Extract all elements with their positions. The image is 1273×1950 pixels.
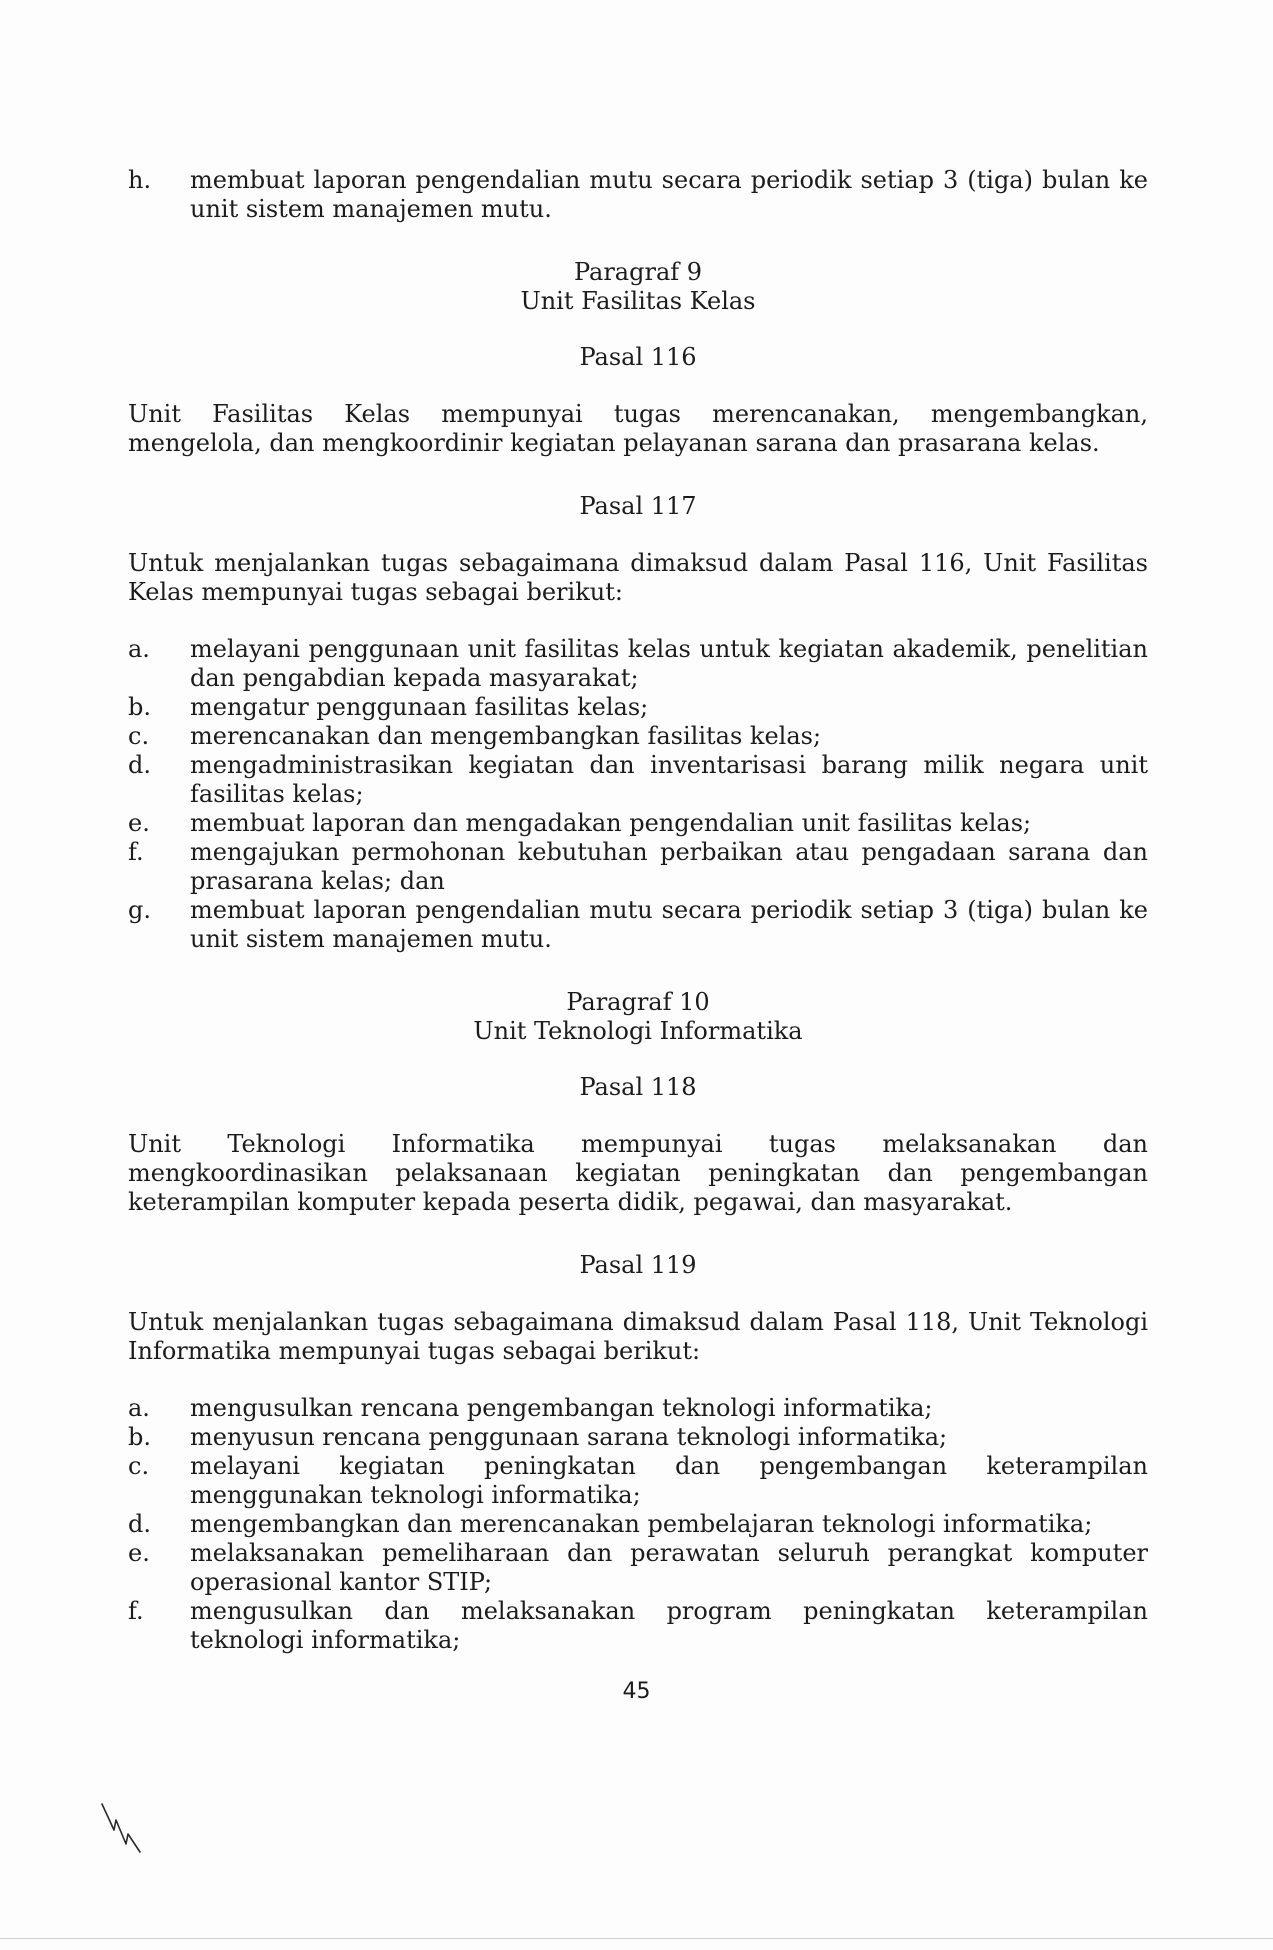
pasal-heading: Pasal 118 [579,1073,697,1101]
list-marker: c. [128,1452,150,1480]
list-item [128,1423,1148,1452]
list-marker: e. [128,1539,150,1567]
list-item-text: mengajukan permohonan kebutuhan perbaikan atau pengadaan sarana dan prasarana kelas; dan [190,838,1148,895]
paragraf-heading: Paragraf 9 [573,258,703,286]
list-item-text: mengadministrasikan kegiatan dan inventarisasi barang milik negara unit fasilitas kelas; [190,751,1148,808]
list-item-text: merencanakan dan mengembangkan fasilitas kelas; [190,722,822,750]
pasal-heading: Pasal 116 [579,343,697,371]
list-item-text: melayani penggunaan unit fasilitas kelas untuk kegiatan akademik, penelitian dan pengabdian kepada masyarakat; [190,635,1148,692]
list-item [128,1510,1148,1539]
pasal-heading: Pasal 119 [579,1251,697,1279]
section-title: Unit Teknologi Informatika [473,1017,803,1045]
list-marker: f. [128,838,144,866]
list-item-text: mengembangkan dan merencanakan pembelajaran teknologi informatika; [190,1510,1093,1538]
list-item-text: membuat laporan pengendalian mutu secara periodik setiap 3 (tiga) bulan ke unit sistem manajemen mutu. [190,166,1148,223]
list-marker: a. [128,635,150,663]
pasal-119-list [128,1394,1148,1655]
list-item [128,1452,1148,1510]
list-item [128,809,1148,838]
list-item-text: mengusulkan rencana pengembangan teknologi informatika; [190,1394,933,1422]
list-item [128,896,1148,954]
list-item [128,1539,1148,1597]
list-marker: g. [128,896,151,924]
scan-edge-line [0,1938,1273,1939]
pasal-text: Unit Teknologi Informatika mempunyai tugas melaksanakan dan mengkoordinasikan pelaksanaan kegiatan peningkatan dan pengembangan keterampilan komputer kepada peserta didik, pegawai, dan masyarakat. [128,1130,1148,1216]
pasal-intro: Untuk menjalankan tugas sebagaimana dimaksud dalam Pasal 118, Unit Teknologi Informatika mempunyai tugas sebagai berikut: [128,1308,1148,1365]
document-body [128,166,1148,1655]
list-marker: f. [128,1597,144,1625]
list-item-h [128,166,1148,224]
pasal-heading: Pasal 117 [579,492,697,520]
list-item-text: melayani kegiatan peningkatan dan pengembangan keterampilan menggunakan teknologi informatika; [190,1452,1148,1509]
list-marker: h. [128,166,152,194]
paraf-signature [100,1800,160,1860]
section-title: Unit Fasilitas Kelas [520,287,756,315]
list-marker: e. [128,809,150,837]
list-marker: d. [128,751,151,779]
list-marker: a. [128,1394,150,1422]
list-item [128,1597,1148,1655]
paragraf-heading: Paragraf 10 [566,988,710,1016]
list-item [128,722,1148,751]
list-item [128,1394,1148,1423]
list-marker: b. [128,693,151,721]
pasal-text: Unit Fasilitas Kelas mempunyai tugas merencanakan, mengembangkan, mengelola, dan mengkoordinir kegiatan pelayanan sarana dan prasarana kelas. [128,400,1148,457]
list-marker: c. [128,722,150,750]
list-marker: b. [128,1423,151,1451]
list-item-text: mengusulkan dan melaksanakan program peningkatan keterampilan teknologi informatika; [190,1597,1148,1654]
list-item-text: melaksanakan pemeliharaan dan perawatan seluruh perangkat komputer operasional kantor STIP; [190,1539,1148,1596]
list-item-text: menyusun rencana penggunaan sarana teknologi informatika; [190,1423,948,1451]
pasal-intro: Untuk menjalankan tugas sebagaimana dimaksud dalam Pasal 116, Unit Fasilitas Kelas mempunyai tugas sebagai berikut: [128,549,1148,606]
list-item-text: membuat laporan dan mengadakan pengendalian unit fasilitas kelas; [190,809,1032,837]
page-number: 45 [622,1679,651,1704]
list-item [128,838,1148,896]
list-item [128,635,1148,693]
pasal-117-list [128,635,1148,954]
list-item-text: membuat laporan pengendalian mutu secara periodik setiap 3 (tiga) bulan ke unit sistem manajemen mutu. [190,896,1148,953]
list-item-text: mengatur penggunaan fasilitas kelas; [190,693,649,721]
list-marker: d. [128,1510,151,1538]
list-item [128,693,1148,722]
list-item [128,751,1148,809]
